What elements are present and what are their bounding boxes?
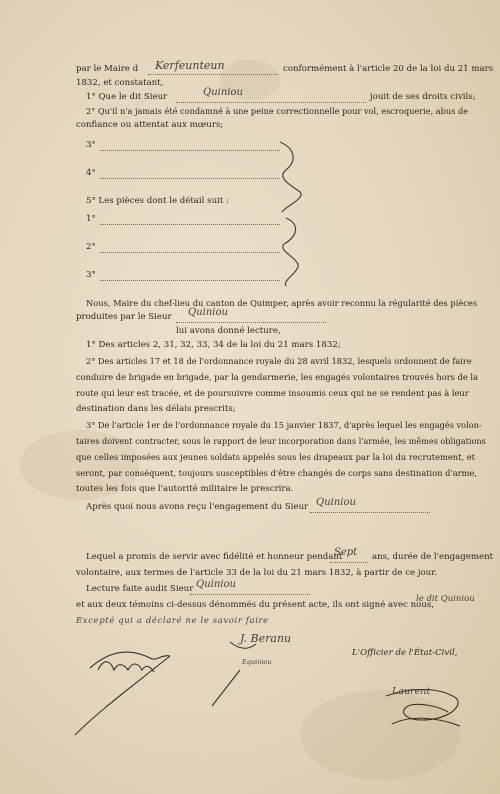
- text-line: 1832, et constatant,: [76, 78, 164, 88]
- text-line: toutes les fois que l'autorité militaire le prescrira.: [76, 484, 294, 494]
- text-line: Lequel a promis de servir avec fidélité et honneur pendant: [86, 552, 343, 562]
- item-number: 1°: [86, 214, 96, 224]
- item-number: 4°: [86, 168, 96, 178]
- handwritten-commune: Kerfeunteun: [155, 59, 225, 72]
- fill-line: [310, 512, 430, 513]
- fill-line: [148, 74, 278, 75]
- text-line: 1° Que le dit Sieur: [86, 92, 168, 102]
- fill-line: [190, 594, 310, 595]
- fill-line: [176, 102, 366, 103]
- text-line: jouit de ses droits civils;: [370, 92, 476, 102]
- text-line: lui avons donné lecture,: [176, 326, 281, 336]
- handwritten-note: le dit Quiniou: [416, 594, 475, 604]
- handwritten-name: Quiniou: [203, 87, 243, 98]
- text-line: 2° Qu'il n'a jamais été condamné à une peine correctionnelle pour vol, escroquerie, abus de: [86, 106, 469, 116]
- text-line: route qui leur est tracée, et de poursuivre comme insoumis ceux qui ne se rendent pas à leur: [76, 388, 469, 398]
- text-line: destination dans les délais prescrits;: [76, 404, 236, 414]
- handwritten-name: Quiniou: [196, 579, 236, 590]
- fill-line: [100, 224, 280, 225]
- fill-line: [100, 280, 280, 281]
- item-number: 3°: [86, 140, 96, 150]
- text-line: produites par le Sieur: [76, 312, 172, 322]
- text-line: 2° Des articles 17 et 18 de l'ordonnance royale du 28 avril 1832, lesquels ordonnent de faire: [86, 356, 472, 366]
- fill-line: [100, 150, 280, 151]
- text-line: Nous, Maire du chef-lieu du canton de Quimper, après avoir reconnu la régularité des pièces: [86, 298, 478, 308]
- text-line: taires doivent contracter, sous le rapport de leur incorporation dans l'armée, les mêmes obligations: [76, 436, 486, 446]
- handwritten-name: Quiniou: [188, 307, 228, 318]
- item-number: 2°: [86, 242, 96, 252]
- text-line: ans, durée de l'engagement: [372, 552, 494, 562]
- text-line: que celles imposées aux jeunes soldats appelés sous les drapeaux par la loi du recrutement, et: [76, 452, 475, 462]
- fill-line: [176, 322, 326, 323]
- text-line: et aux deux témoins ci-dessus dénommés du présent acte, ils ont signé avec nous,: [76, 600, 435, 610]
- fill-line: [100, 252, 280, 253]
- fill-line: [100, 178, 280, 179]
- item-heading: 5° Les pièces dont le détail suit :: [86, 196, 229, 206]
- officer-label: L'Officier de l'État-Civil,: [352, 648, 458, 658]
- signature-witness-2: J. Beranu: [240, 632, 292, 645]
- handwritten-duration: Sept: [334, 547, 358, 558]
- text-line: par le Maire d: [76, 64, 139, 74]
- text-line: conformément à l'article 20 de la loi du 21 mars: [283, 64, 494, 74]
- item-number: 3°: [86, 270, 96, 280]
- signature-flourish: [200, 640, 280, 710]
- text-line: Lecture faite audit Sieur: [86, 584, 194, 594]
- text-line: conduire de brigade en brigade, par la gendarmerie, les engagés volontaires trouvés hors de la: [76, 372, 479, 382]
- text-line: Après quoi nous avons reçu l'engagement du Sieur: [86, 502, 309, 512]
- text-line: 1° Des articles 2, 31, 32, 33, 34 de la loi du 21 mars 1832;: [86, 340, 341, 350]
- fill-line: [330, 562, 368, 563]
- handwritten-name: Quiniou: [316, 497, 356, 508]
- brace-strokes: [272, 140, 312, 290]
- text-line: volontaire, aux termes de l'article 33 de la loi du 21 mars 1832, à partir de ce jour.: [76, 568, 438, 578]
- signature-officer-flourish: [378, 676, 468, 736]
- mark-signature: Equiniou: [242, 658, 272, 666]
- signature-witness-1: [70, 640, 180, 740]
- text-line: 3° De l'article 1er de l'ordonnance royale du 15 janvier 1837, d'après lequel les engagés volon-: [86, 420, 482, 430]
- signature-officer: Laurent: [392, 686, 431, 697]
- text-line: seront, par conséquent, toujours susceptibles d'être changés de corps sans destination d'arme,: [76, 468, 478, 478]
- text-line: confiance ou attentat aux mœurs;: [76, 120, 224, 130]
- handwritten-note: Excepté qui a déclaré ne le savoir faire: [76, 616, 269, 626]
